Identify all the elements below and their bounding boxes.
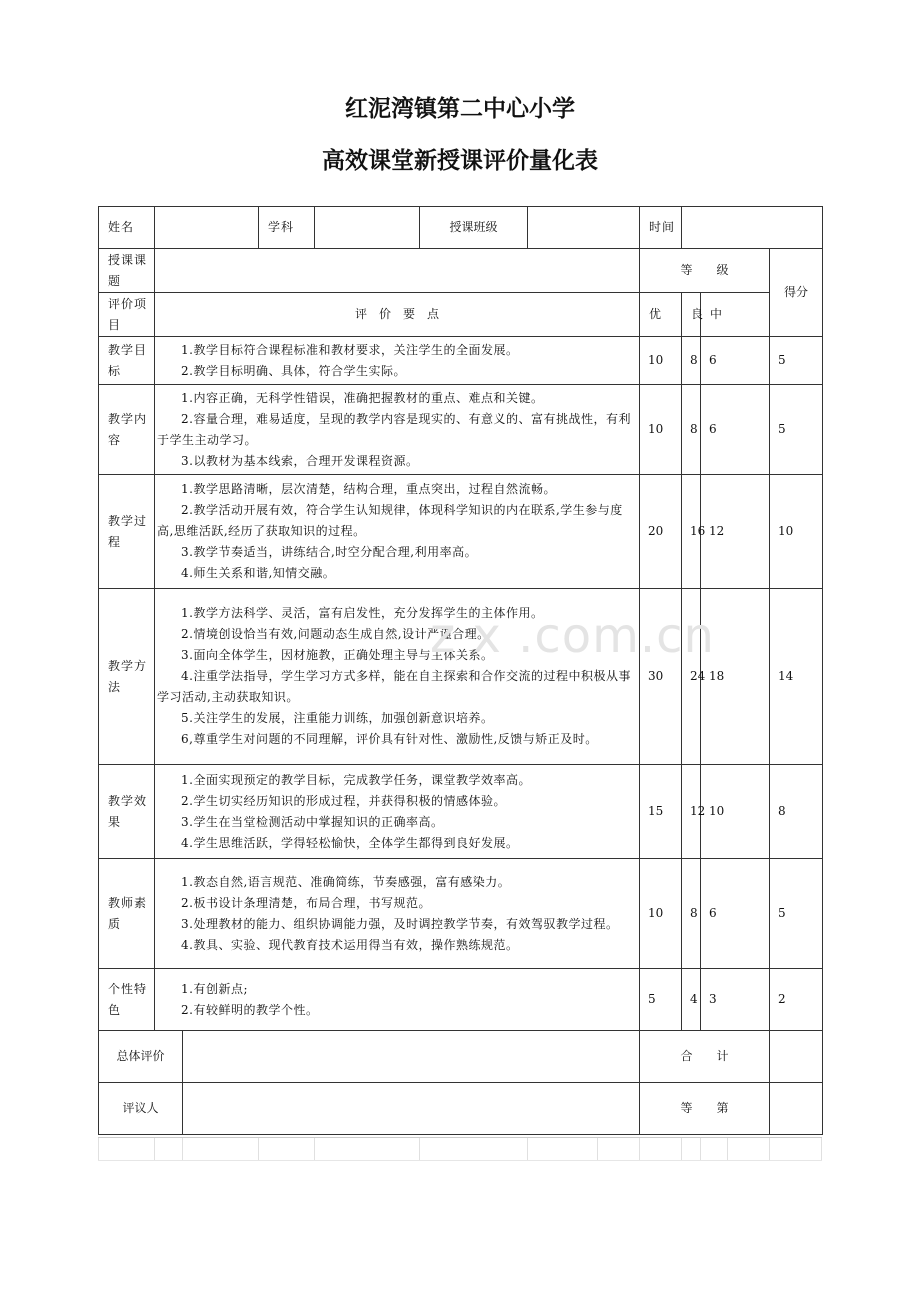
score-good: 4 [682,969,701,1031]
score-excellent: 20 [640,475,682,589]
score-poor: 5 [770,385,823,475]
criteria-point: 1.全面实现预定的教学目标，完成教学任务，课堂教学效率高。 [181,772,531,787]
time-label: 时间 [640,207,682,249]
score-good: 8 [682,337,701,385]
criteria-points [155,589,640,765]
topic-row [99,249,823,293]
form-title: 高效课堂新授课评价量化表 [322,148,598,174]
rank-field[interactable] [770,1083,823,1135]
criteria-points [155,765,640,859]
criteria-point: 6,尊重学生对问题的不同理解，评价具有针对性、激励性,反馈与矫正及时。 [181,732,598,746]
criteria-point: 2.教学目标明确、具体，符合学生实际。 [181,363,406,378]
criteria-point: 1.教学思路清晰，层次清楚，结构合理，重点突出，过程自然流畅。 [181,482,556,496]
criteria-points [155,859,640,969]
criteria-row [99,475,823,589]
school-title: 红泥湾镇第二中心小学 [345,96,575,122]
level-good-header: 良 [682,293,701,337]
criteria-point: 4.学生思维活跃，学得轻松愉快，全体学生都得到良好发展。 [181,835,519,850]
rank-label: 等 第 [640,1083,770,1135]
score-good: 12 [682,765,701,859]
time-field[interactable] [682,207,823,249]
grade-header: 等 级 [640,249,770,293]
score-poor: 8 [770,765,823,859]
name-field[interactable] [155,207,259,249]
item-name: 教学方法 [99,589,155,765]
criteria-point: 1.教态自然,语言规范、准确简练，节奏感强，富有感染力。 [181,874,511,889]
criteria-point: 4.教具、实验、现代教育技术运用得当有效，操作熟练规范。 [181,937,519,952]
class-field[interactable] [528,207,640,249]
evaluation-table [98,206,823,1135]
criteria-row [99,337,823,385]
watermark: z x .com.cn [430,608,715,664]
topic-field[interactable] [155,249,640,293]
item-name: 教学效果 [99,765,155,859]
criteria-point: 3.面向全体学生，因材施教，正确处理主导与主体关系。 [181,648,494,662]
info-row [99,207,823,249]
score-fair: 18 [701,589,770,765]
criteria-row [99,859,823,969]
level-fair-header: 中 [701,293,770,337]
reviewer-label: 评议人 [99,1083,183,1135]
criteria-points [155,969,640,1031]
column-header-row [99,293,823,337]
criteria-point: 1.内容正确，无科学性错误，准确把握教材的重点、难点和关键。 [181,390,544,405]
criteria-point: 2.教学活动开展有效，符合学生认知规律，体现科学知识的内在联系,学生参与度高,思维活跃,经历了获取知识的过程。 [157,503,623,538]
points-header: 评 价 要 点 [155,293,640,337]
score-excellent: 10 [640,859,682,969]
score-excellent: 10 [640,385,682,475]
blank-grid-strip [98,1137,822,1161]
score-good: 16 [682,475,701,589]
criteria-point: 5.关注学生的发展，注重能力训练，加强创新意识培养。 [181,711,494,725]
score-excellent: 15 [640,765,682,859]
criteria-points [155,475,640,589]
criteria-point: 1.有创新点; [181,981,248,996]
criteria-point: 2.有较鲜明的教学个性。 [181,1002,319,1017]
overall-row [99,1031,823,1083]
criteria-point: 3.学生在当堂检测活动中掌握知识的正确率高。 [181,814,444,829]
item-header: 评价项目 [99,293,155,337]
subject-label: 学科 [259,207,315,249]
criteria-point: 4.注重学法指导，学生学习方式多样，能在自主探索和合作交流的过程中积极从事学习活动,主动获取知识。 [157,669,631,704]
item-name: 教学过程 [99,475,155,589]
criteria-row [99,969,823,1031]
total-field[interactable] [770,1031,823,1083]
score-excellent: 30 [640,589,682,765]
score-good: 24 [682,589,701,765]
score-fair: 6 [701,859,770,969]
score-excellent: 5 [640,969,682,1031]
criteria-points [155,337,640,385]
score-excellent: 10 [640,337,682,385]
score-poor: 5 [770,337,823,385]
name-label: 姓名 [99,207,155,249]
criteria-points [155,385,640,475]
score-header: 得分 [770,249,823,337]
score-fair: 6 [701,385,770,475]
criteria-point: 1.教学目标符合课程标准和教材要求，关注学生的全面发展。 [181,342,519,357]
score-fair: 12 [701,475,770,589]
criteria-point: 1.教学方法科学、灵活，富有启发性，充分发挥学生的主体作用。 [181,606,544,620]
criteria-point: 4.师生关系和谐,知情交融。 [181,566,336,580]
criteria-row [99,589,823,765]
total-label: 合 计 [640,1031,770,1083]
criteria-point: 2.情境创设恰当有效,问题动态生成自然,设计严谨合理。 [181,627,490,641]
score-good: 8 [682,385,701,475]
score-poor: 14 [770,589,823,765]
score-poor: 5 [770,859,823,969]
criteria-row [99,765,823,859]
criteria-point: 3.教学节奏适当，讲练结合,时空分配合理,利用率高。 [181,545,478,559]
criteria-point: 2.容量合理，难易适度，呈现的教学内容是现实的、有意义的、富有挑战性，有利于学生主动学习。 [157,411,631,447]
score-fair: 3 [701,969,770,1031]
reviewer-field[interactable] [183,1083,640,1135]
subject-field[interactable] [315,207,420,249]
topic-label: 授课课题 [99,249,155,293]
item-name: 教学内容 [99,385,155,475]
criteria-point: 2.学生切实经历知识的形成过程，并获得积极的情感体验。 [181,793,506,808]
score-fair: 6 [701,337,770,385]
criteria-point: 3.以教材为基本线索，合理开发课程资源。 [181,453,419,468]
criteria-point: 2.板书设计条理清楚，布局合理，书写规范。 [181,895,431,910]
score-poor: 10 [770,475,823,589]
level-excellent-header: 优 [640,293,682,337]
class-label: 授课班级 [420,207,528,249]
criteria-point: 3.处理教材的能力、组织协调能力强，及时调控教学节奏，有效驾驭教学过程。 [181,916,619,931]
score-good: 8 [682,859,701,969]
score-fair: 10 [701,765,770,859]
item-name: 个性特色 [99,969,155,1031]
item-name: 教学目标 [99,337,155,385]
criteria-row [99,385,823,475]
score-poor: 2 [770,969,823,1031]
reviewer-row [99,1083,823,1135]
overall-label: 总体评价 [99,1031,183,1083]
item-name: 教师素质 [99,859,155,969]
overall-field[interactable] [183,1031,640,1083]
